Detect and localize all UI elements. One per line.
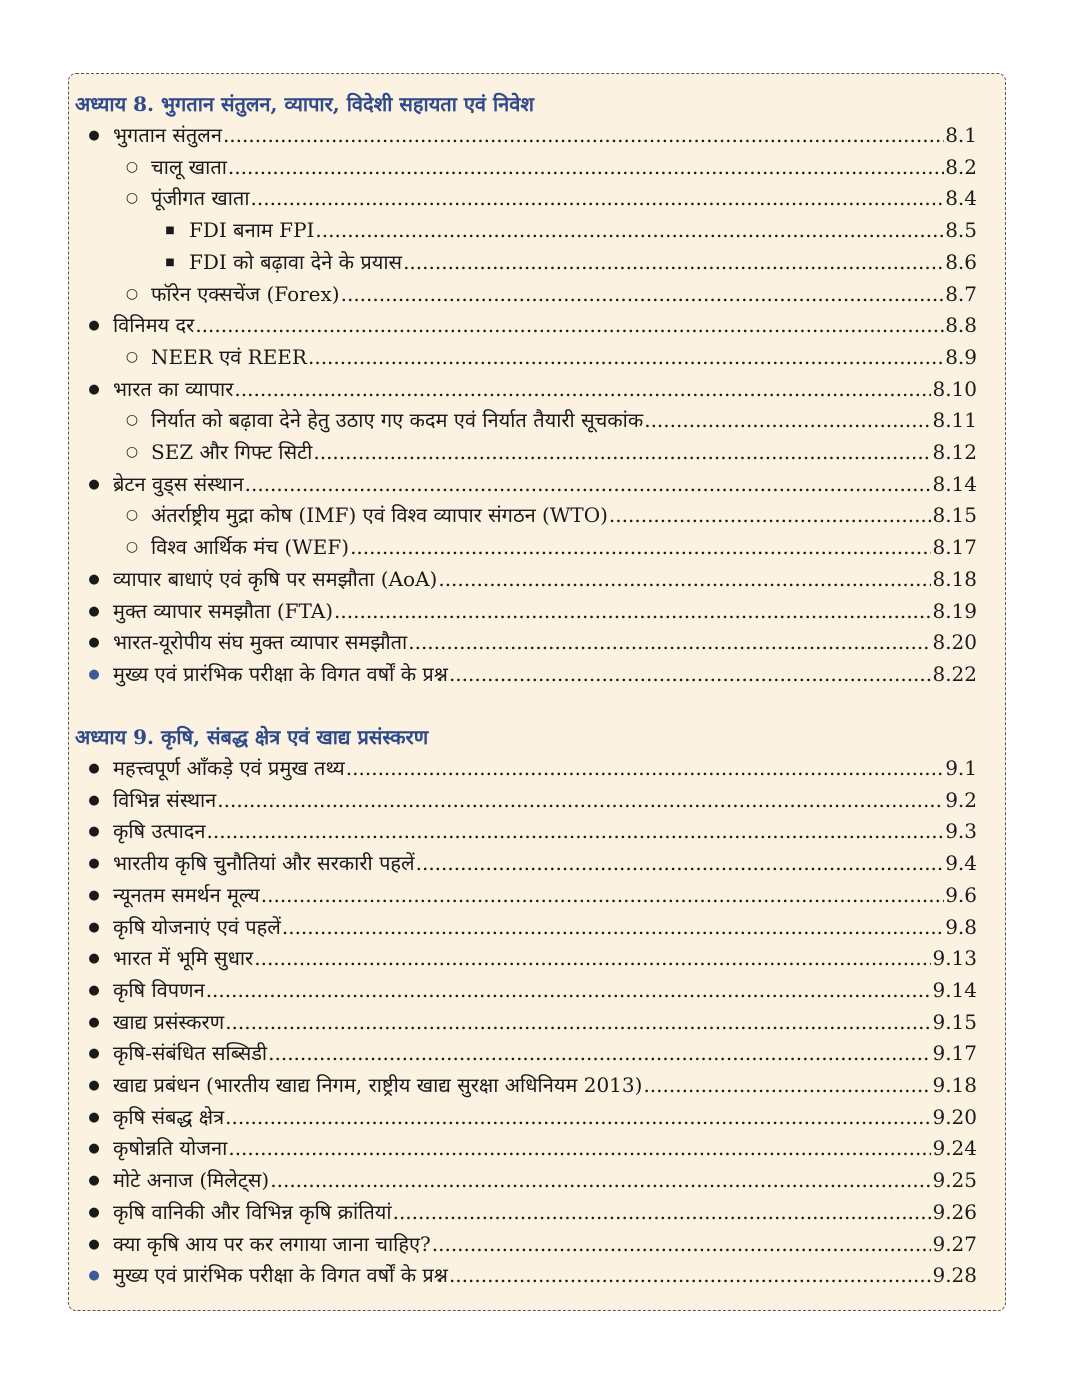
toc-entry-page: 8.14 (932, 471, 977, 496)
toc-entry (88, 1070, 977, 1101)
toc-entry (165, 215, 977, 246)
toc-entry (88, 1038, 977, 1069)
toc-entry-page: 8.4 (945, 186, 977, 211)
chapter-9-title: अध्याय 9. कृषि, संबद्ध क्षेत्र एवं खाद्य प्रसंस्करण (75, 725, 429, 749)
dot-leader (432, 1229, 932, 1260)
dot-leader (261, 880, 944, 911)
toc-entry-label: भारत में भूमि सुधार (113, 946, 254, 971)
bullet-icon: ● (88, 571, 100, 587)
toc-entry-page: 8.20 (932, 630, 977, 655)
bullet-icon: ● (88, 1173, 100, 1189)
toc-entry (88, 374, 977, 405)
toc-entry (88, 1229, 977, 1260)
toc-entry (88, 1197, 977, 1228)
toc-entry-label: विभिन्न संस्थान (113, 787, 217, 812)
bullet-icon: ● (88, 1236, 100, 1252)
bullet-icon: ○ (125, 444, 139, 460)
toc-entry (88, 310, 977, 341)
dot-leader (350, 532, 931, 563)
toc-entry-label: भारत का व्यापार (113, 376, 234, 401)
toc-entry (88, 1260, 977, 1291)
dot-leader (403, 247, 944, 278)
toc-entry-page: 9.27 (932, 1231, 977, 1256)
toc-entry-page: 8.5 (945, 218, 977, 243)
toc-entry-page: 8.22 (932, 661, 977, 686)
toc-entry (88, 659, 977, 690)
bullet-icon: ● (88, 1046, 100, 1062)
toc-entry (88, 912, 977, 943)
bullet-icon: ○ (125, 285, 139, 302)
bullet-icon: ● (88, 761, 100, 776)
bullet-icon: ● (88, 856, 100, 872)
toc-entry-label: ब्रेटन वुड्स संस्थान (113, 471, 244, 496)
toc-entry-label: भारत-यूरोपीय संघ मुक्त व्यापार समझौता (113, 630, 408, 655)
toc-entry (88, 816, 977, 847)
toc-entry-label: व्यापार बाधाएं एवं कृषि पर समझौता (AoA) (113, 566, 438, 591)
toc-entry (88, 1102, 977, 1133)
bullet-icon: ● (88, 635, 100, 651)
dot-leader (643, 1070, 931, 1101)
bullet-icon: ● (88, 887, 100, 903)
toc-entry-label: कृषि वानिकी और विभिन्न कृषि क्रांतियां (113, 1199, 392, 1224)
dot-leader (408, 627, 931, 658)
toc-entry (88, 1007, 977, 1038)
toc-entry-label: खाद्य प्रबंधन (भारतीय खाद्य निगम, राष्ट्रीय खाद्य सुरक्षा अधिनियम 2013) (113, 1073, 643, 1097)
toc-entry-page: 9.25 (932, 1168, 977, 1193)
toc-entry-label: मुख्य एवं प्रारंभिक परीक्षा के विगत वर्षों के प्रश्न (113, 661, 448, 686)
toc-entry (88, 975, 977, 1006)
toc-entry (88, 469, 977, 500)
bullet-icon: ● (88, 603, 100, 619)
toc-entry (88, 785, 977, 816)
toc-entry-page: 9.18 (932, 1073, 977, 1097)
dot-leader (315, 215, 944, 246)
toc-entry-label: कृषि संबद्ध क्षेत्र (113, 1104, 225, 1129)
toc-entry (88, 753, 977, 784)
toc-entry-page: 9.28 (932, 1263, 977, 1288)
dot-leader (195, 310, 944, 341)
bullet-icon: ● (88, 982, 100, 998)
toc-frame (68, 73, 1006, 1311)
toc-entry-label: भारतीय कृषि चुनौतियां और सरकारी पहलें (113, 851, 415, 876)
toc-entry (88, 880, 977, 911)
bullet-icon: ○ (125, 348, 139, 365)
toc-entry-label: विश्व आर्थिक मंच (WEF) (151, 535, 350, 560)
toc-entry-page: 8.6 (945, 249, 977, 274)
toc-entry-label: चालू खाता (151, 154, 227, 179)
toc-entry (88, 1133, 977, 1164)
bullet-icon: ○ (125, 158, 139, 175)
toc-entry-page: 9.20 (932, 1104, 977, 1129)
toc-entry-page: 8.8 (945, 313, 977, 338)
toc-entry-label: कृषि-संबंधित सब्सिडी (113, 1041, 268, 1066)
toc-entry-label: FDI बनाम FPI (189, 218, 315, 243)
bullet-icon: ○ (125, 539, 139, 556)
bullet-icon: ● (88, 919, 100, 935)
dot-leader (393, 1197, 932, 1228)
dot-leader (270, 1165, 931, 1196)
toc-entry-label: खाद्य प्रसंस्करण (113, 1009, 225, 1034)
toc-entry (88, 943, 977, 974)
toc-entry-label: SEZ और गिफ्ट सिटी (151, 440, 313, 464)
bullet-icon: ● (88, 128, 100, 143)
toc-entry-label: फॉरेन एक्सचेंज (Forex) (151, 281, 340, 306)
bullet-icon: ● (88, 381, 100, 397)
toc-entry-page: 9.2 (945, 787, 977, 812)
dot-leader (268, 1038, 931, 1069)
bullet-icon: ● (88, 1109, 100, 1125)
toc-entry (125, 437, 977, 468)
toc-entry-label: न्यूनतम समर्थन मूल्य (113, 882, 260, 907)
toc-entry-page: 8.1 (945, 123, 977, 147)
toc-entry (88, 848, 977, 879)
toc-entry-page: 8.9 (945, 344, 977, 369)
dot-leader (341, 279, 945, 310)
dot-leader (644, 405, 931, 436)
toc-entry-page: 8.10 (932, 376, 977, 401)
bullet-icon: ■ (165, 225, 175, 237)
toc-entry (88, 596, 977, 627)
toc-entry (125, 183, 977, 214)
dot-leader (282, 912, 944, 943)
dot-leader (245, 469, 932, 500)
dot-leader (206, 975, 932, 1006)
bullet-icon: ■ (165, 256, 175, 268)
toc-entry-label: FDI को बढ़ावा देने के प्रयास (189, 249, 403, 274)
dot-leader (254, 943, 931, 974)
toc-entry-page: 9.24 (932, 1136, 977, 1161)
toc-entry-page: 8.12 (932, 440, 977, 464)
toc-entry-label: पूंजीगत खाता (151, 186, 250, 211)
toc-entry-page: 9.3 (945, 819, 977, 844)
toc-entry-page: 9.26 (932, 1199, 977, 1224)
dot-leader (449, 659, 932, 690)
toc-entry-label: अंतर्राष्ट्रीय मुद्रा कोष (IMF) एवं विश्व व्यापार संगठन (WTO) (151, 503, 608, 528)
dot-leader (346, 753, 944, 784)
bullet-icon: ● (88, 951, 100, 967)
toc-entry-label: निर्यात को बढ़ावा देने हेतु उठाए गए कदम एवं निर्यात तैयारी सूचकांक (151, 408, 644, 433)
dot-leader (223, 120, 944, 151)
toc-entry-page: 8.7 (945, 281, 977, 306)
toc-entry-page: 9.4 (945, 851, 977, 876)
toc-entry (88, 564, 977, 595)
dot-leader (313, 437, 931, 468)
toc-entry (88, 1165, 977, 1196)
bullet-icon: ○ (125, 190, 139, 207)
toc-entry-label: विनिमय दर (113, 313, 195, 338)
toc-entry (125, 500, 977, 531)
dot-leader (334, 596, 931, 627)
bullet-icon: ● (88, 666, 100, 682)
dot-leader (225, 1007, 931, 1038)
toc-entry (88, 120, 977, 151)
bullet-icon: ○ (125, 507, 139, 524)
toc-entry-page: 8.19 (932, 598, 977, 623)
toc-entry-label: कृषि विपणन (113, 977, 205, 1002)
toc-entry-page: 9.15 (932, 1009, 977, 1034)
toc-entry (125, 405, 977, 436)
dot-leader (449, 1260, 932, 1291)
bullet-icon: ● (88, 318, 100, 334)
toc-entry-page: 9.1 (945, 756, 977, 780)
toc-entry-label: महत्त्वपूर्ण आँकड़े एवं प्रमुख तथ्य (113, 756, 345, 780)
dot-leader (228, 1133, 931, 1164)
toc-entry (125, 279, 977, 310)
dot-leader (206, 816, 944, 847)
dot-leader (234, 374, 931, 405)
dot-leader (438, 564, 931, 595)
dot-leader (308, 342, 944, 373)
chapter-8-title: अध्याय 8. भुगतान संतुलन, व्यापार, विदेशी सहायता एवं निवेश (75, 92, 534, 116)
toc-entry-page: 9.17 (932, 1041, 977, 1066)
bullet-icon: ● (88, 476, 100, 492)
toc-entry-label: कृषि उत्पादन (113, 819, 206, 844)
toc-entry-label: क्या कृषि आय पर कर लगाया जाना चाहिए? (113, 1231, 431, 1256)
bullet-icon: ● (88, 1014, 100, 1030)
toc-entry-label: मुख्य एवं प्रारंभिक परीक्षा के विगत वर्षों के प्रश्न (113, 1263, 448, 1288)
toc-entry-page: 9.6 (945, 882, 977, 907)
toc-entry-label: NEER एवं REER (151, 344, 307, 369)
toc-entry (125, 152, 977, 183)
dot-leader (251, 183, 945, 214)
toc-entry-page: 8.2 (945, 154, 977, 179)
toc-entry-label: मुक्त व्यापार समझौता (FTA) (113, 598, 334, 623)
toc-entry-page: 9.14 (932, 977, 977, 1002)
toc-entry (125, 532, 977, 563)
bullet-icon: ● (88, 1204, 100, 1220)
toc-entry-page: 9.13 (932, 946, 977, 971)
toc-entry-page: 8.18 (932, 566, 977, 591)
dot-leader (225, 1102, 931, 1133)
bullet-icon: ● (88, 792, 100, 808)
toc-entry-page: 8.15 (932, 503, 977, 528)
toc-entry-label: कृषि योजनाएं एवं पहलें (113, 914, 281, 939)
toc-entry-page: 8.11 (932, 408, 977, 433)
toc-entry-label: कृषोन्नति योजना (113, 1136, 228, 1161)
toc-entry-label: मोटे अनाज (मिलेट्स) (113, 1168, 270, 1193)
toc-entry (165, 247, 977, 278)
toc-entry-label: भुगतान संतुलन (113, 123, 222, 147)
toc-entry (125, 342, 977, 373)
bullet-icon: ● (88, 824, 100, 840)
bullet-icon: ○ (125, 412, 139, 429)
bullet-icon: ● (88, 1078, 100, 1093)
dot-leader (217, 785, 944, 816)
bullet-icon: ● (88, 1141, 100, 1157)
toc-entry-page: 8.17 (932, 535, 977, 560)
toc-entry-page: 9.8 (945, 914, 977, 939)
dot-leader (228, 152, 944, 183)
bullet-icon: ● (88, 1268, 100, 1284)
dot-leader (416, 848, 945, 879)
dot-leader (609, 500, 932, 531)
toc-entry (88, 627, 977, 658)
